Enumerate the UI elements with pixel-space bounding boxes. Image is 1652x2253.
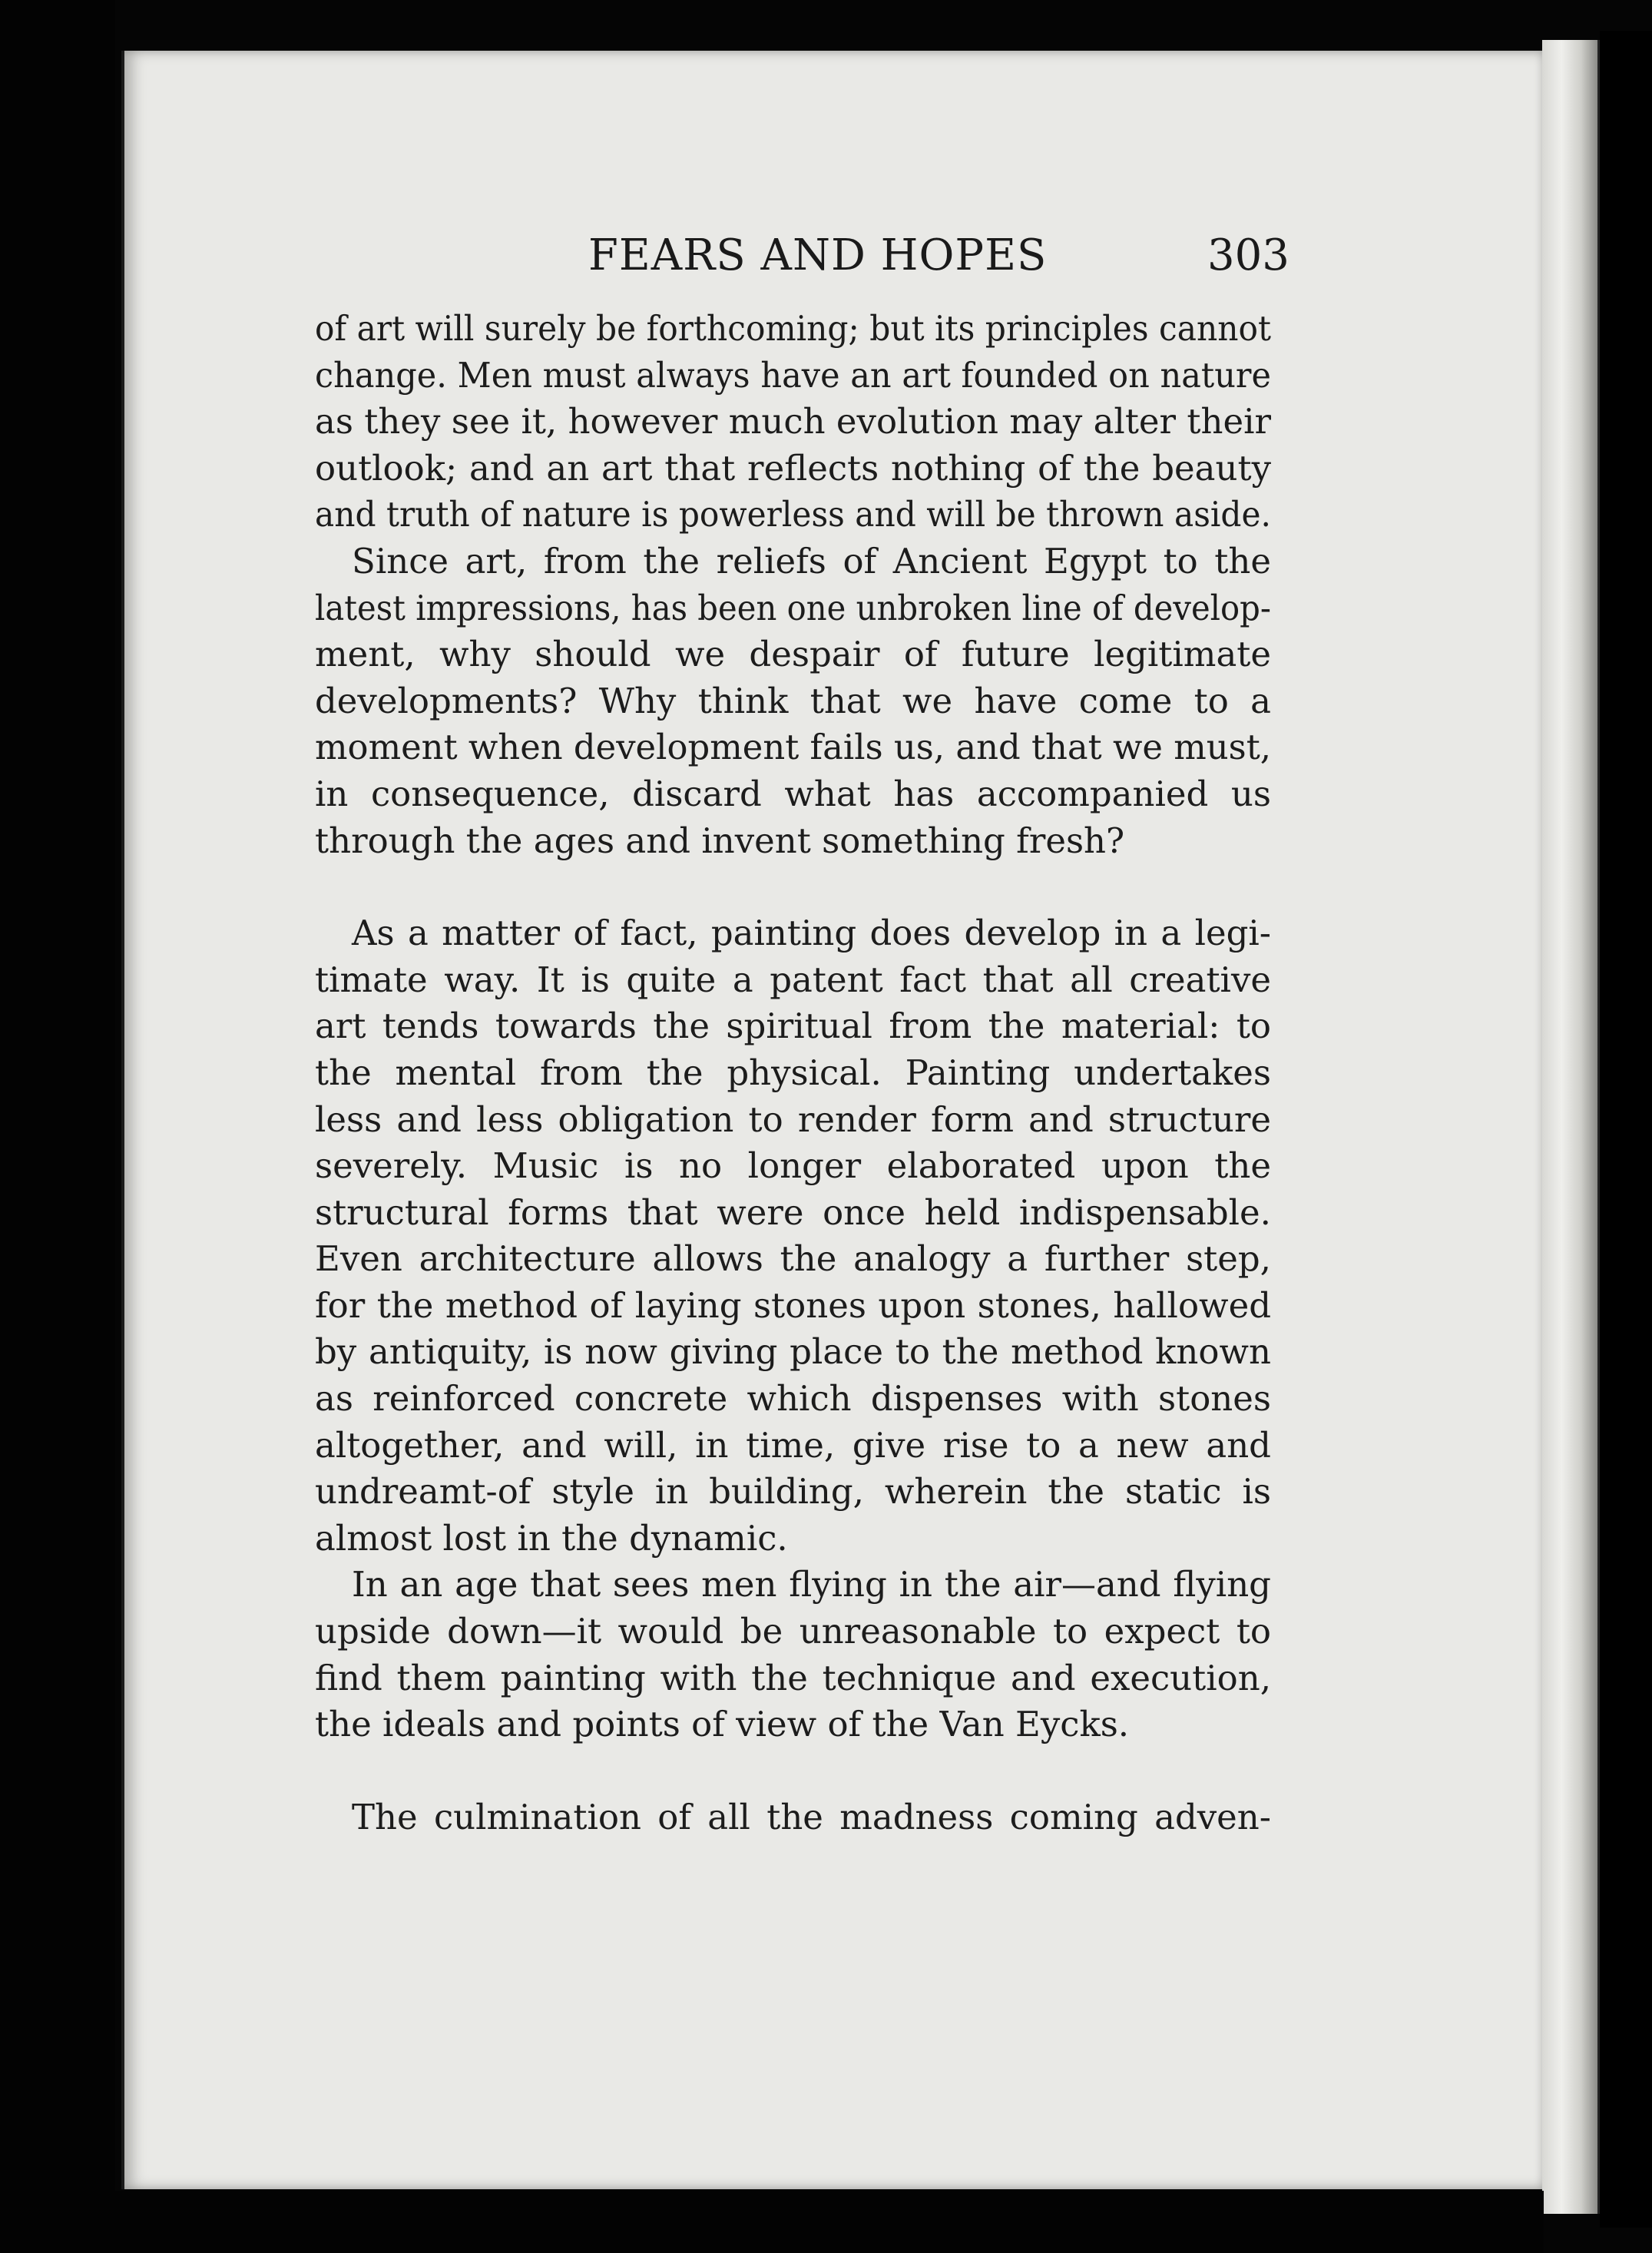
bottom-scan-edge xyxy=(115,2191,1544,2253)
text-line: Since art, from the reliefs of Ancient Egypt to the xyxy=(352,540,1271,581)
text-line: the ideals and points of view of the Van Eycks. xyxy=(315,1704,1130,1745)
text-line: change. Men must always have an art founded on nature xyxy=(315,354,1271,396)
text-line: developments? Why think that we have come to a xyxy=(315,680,1271,721)
text-line: find them painting with the technique and execution, xyxy=(315,1657,1271,1698)
text-line: by antiquity, is now giving place to the method known xyxy=(315,1331,1271,1373)
text-line: outlook; and an art that reflects nothing of the beauty xyxy=(315,447,1271,489)
text-line: altogether, and will, in time, give rise to a new and xyxy=(315,1424,1271,1466)
section-gap xyxy=(315,864,1271,910)
text-line: In an age that sees men flying in the air—and flying xyxy=(352,1564,1271,1605)
section-gap xyxy=(315,1748,1271,1794)
text-line: of art will surely be forthcoming; but its principles cannot xyxy=(315,308,1271,349)
text-line: The culmination of all the madness coming adven- xyxy=(352,1796,1271,1837)
text-line: the mental from the physical. Painting undertakes xyxy=(315,1052,1271,1093)
text-line: ment, why should we despair of future legitimate xyxy=(315,634,1271,675)
running-header: FEARS AND HOPES xyxy=(588,230,1048,280)
text-line: severely. Music is no longer elaborated upon the xyxy=(315,1145,1271,1187)
text-line: Even architecture allows the analogy a further step, xyxy=(315,1238,1271,1280)
right-scan-edge xyxy=(1600,31,1652,2228)
text-line: as they see it, however much evolution may alter their xyxy=(315,401,1271,442)
text-line: through the ages and invent something fresh? xyxy=(315,820,1125,861)
text-line: and truth of nature is powerless and will be thrown aside. xyxy=(315,494,1271,535)
text-line: moment when development fails us, and that we must, xyxy=(315,727,1271,768)
text-line: as reinforced concrete which dispenses with stones xyxy=(315,1378,1271,1420)
text-line: almost lost in the dynamic. xyxy=(315,1517,788,1559)
text-line: As a matter of fact, painting does develop in a legi- xyxy=(352,913,1271,954)
text-line: latest impressions, has been one unbroken line of develop- xyxy=(315,587,1271,628)
body-text xyxy=(315,306,1271,1841)
page-number: 303 xyxy=(1207,230,1289,280)
text-line: for the method of laying stones upon stones, hallowed xyxy=(315,1284,1271,1326)
text-line: timate way. It is quite a patent fact that all creative xyxy=(315,959,1271,1000)
text-line: undreamt-of style in building, wherein the static is xyxy=(315,1471,1271,1512)
left-scan-edge xyxy=(0,0,115,2253)
text-line: art tends towards the spiritual from the material: to xyxy=(315,1006,1271,1047)
text-line: less and less obligation to render form and structure xyxy=(315,1098,1271,1140)
text-line: structural forms that were once held indispensable. xyxy=(315,1191,1271,1233)
text-line: upside down—it would be unreasonable to expect to xyxy=(315,1611,1271,1652)
text-line: in consequence, discard what has accompanied us xyxy=(315,773,1271,814)
page-fore-edge xyxy=(1542,40,1600,2214)
